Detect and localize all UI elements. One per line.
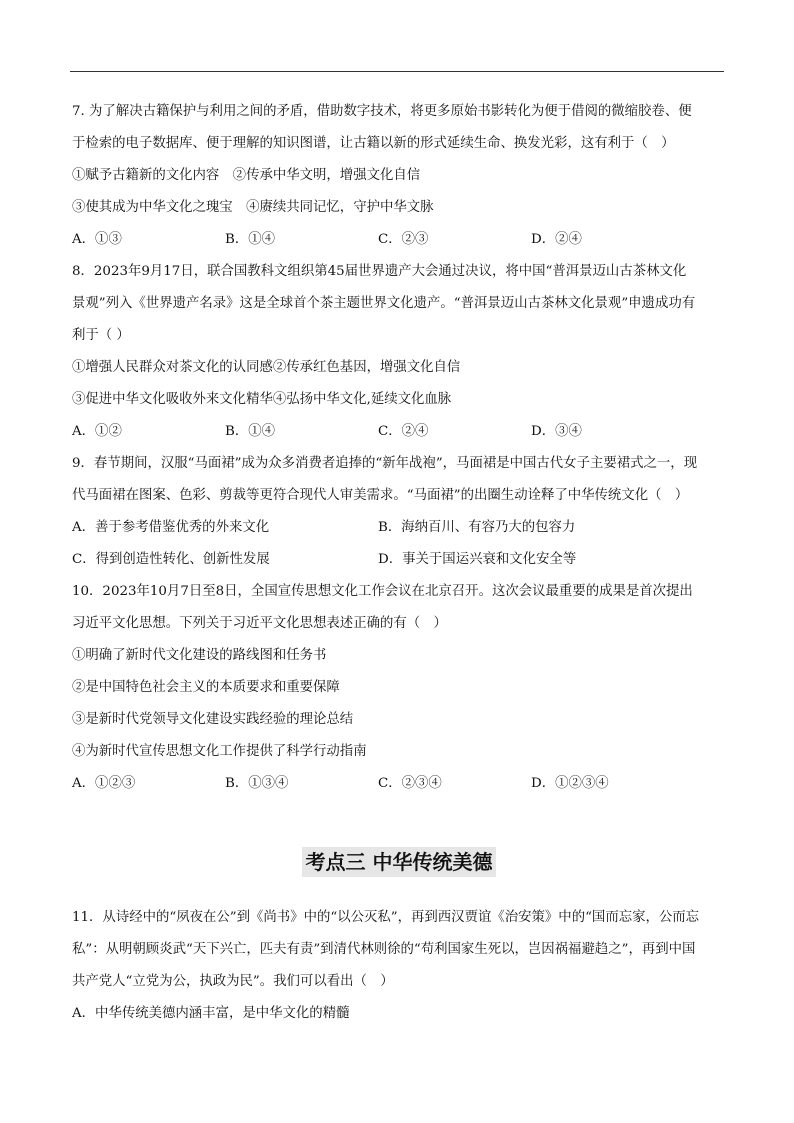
document-body (72, 96, 726, 1030)
q10-option-4: ④为新时代宣传思想文化工作提供了科学行动指南 (72, 744, 367, 759)
q11-stem-line-3: 共产党人“立党为公，执政为民”。我们可以看出（ ） (72, 974, 394, 989)
q10-choices (72, 768, 726, 800)
q9-choice-a: A．善于参考借鉴优秀的外来文化 (72, 520, 270, 535)
question-8 (72, 256, 726, 448)
q7-options-line-1: ①赋予古籍新的文化内容 ②传承中华文明，增强文化自信 (72, 168, 421, 183)
q11-choice-a: A．中华传统美德内涵丰富，是中华文化的精髓 (72, 1006, 350, 1021)
q9-stem-line-2: 代马面裙在图案、色彩、剪裁等更符合现代人审美需求。“马面裙”的出圈生动诠释了中华传统文化（ ） (72, 488, 689, 503)
question-11 (72, 902, 726, 1030)
q7-choice-c: C．②③ (378, 232, 429, 247)
q8-choices (72, 416, 726, 448)
q9-choice-c: C．得到创造性转化、创新性发展 (72, 552, 270, 567)
q8-options-line-2: ③促进中华文化吸收外来文化精华④弘扬中华文化,延续文化血脉 (72, 392, 452, 407)
q9-choice-b: B．海纳百川、有容乃大的包容力 (378, 520, 576, 535)
header-rule (70, 71, 724, 72)
q8-choice-d: D．③④ (531, 424, 582, 439)
question-9 (72, 448, 726, 576)
q7-stem-line-2: 于检索的电子数据库、便于理解的知识图谱，让古籍以新的形式延续生命、换发光彩，这有利于（ ） (72, 136, 675, 151)
question-7 (72, 96, 726, 256)
q8-stem-line-2: 景观”列入《世界遗产名录》这是全球首个茶主题世界文化遗产。“普洱景迈山古茶林文化景观”申遗成功有 (72, 296, 696, 311)
question-10 (72, 576, 726, 800)
q8-choice-a: A．①② (72, 424, 122, 439)
q8-choice-c: C．②④ (378, 424, 429, 439)
q8-stem-line-3: 利于（ ） (72, 328, 130, 343)
q10-choice-d: D．①②③④ (531, 776, 609, 791)
q10-stem-line-2: 习近平文化思想。下列关于习近平文化思想表述正确的有（ ） (72, 616, 447, 631)
q8-stem-line-1: 8．2023年9月17日，联合国教科文组织第45届世界遗产大会通过决议，将中国“普洱景迈山古茶林文化 (72, 264, 687, 279)
q10-choice-c: C．②③④ (378, 776, 442, 791)
q10-option-3: ③是新时代党领导文化建设实践经验的理论总结 (72, 712, 354, 727)
q7-choices (72, 224, 726, 256)
q7-choice-d: D．②④ (531, 232, 582, 247)
q8-choice-b: B．①④ (225, 424, 276, 439)
q9-stem-line-1: 9．春节期间，汉服“马面裙”成为众多消费者追捧的“新年战袍”，马面裙是中国古代女子主要裙式之一，现 (72, 456, 698, 471)
q10-choice-b: B．①③④ (225, 776, 289, 791)
q9-choices-row-2 (72, 544, 726, 576)
q11-stem-line-1: 11．从诗经中的“夙夜在公”到《尚书》中的“以公灭私”，再到西汉贾谊《治安策》中的“国而忘家，公而忘 (72, 910, 700, 925)
section-title: 考点三 中华传统美德 (302, 847, 497, 877)
q9-choice-d: D．事关于国运兴衰和文化安全等 (378, 552, 577, 567)
q10-choice-a: A．①②③ (72, 776, 136, 791)
q7-options-line-2: ③使其成为中华文化之瑰宝 ④赓续共同记忆，守护中华文脉 (72, 200, 434, 215)
q7-choice-b: B．①④ (225, 232, 276, 247)
section-heading (72, 846, 726, 902)
q7-stem-line-1: 7. 为了解决古籍保护与利用之间的矛盾，借助数字技术，将更多原始书影转化为便于借阅的微缩胶卷、便 (72, 104, 692, 119)
q10-option-2: ②是中国特色社会主义的本质要求和重要保障 (72, 680, 340, 695)
q7-choice-a: A．①③ (72, 232, 122, 247)
q10-option-1: ①明确了新时代文化建设的路线图和任务书 (72, 648, 327, 663)
q9-choices-row-1 (72, 512, 726, 544)
q10-stem-line-1: 10．2023年10月7日至8日，全国宣传思想文化工作会议在北京召开。这次会议最重要的成果是首次提出 (72, 584, 693, 599)
section-spacer (72, 800, 726, 846)
q11-stem-line-2: 私”：从明朝顾炎武“天下兴亡，匹夫有责”到清代林则徐的“苟利国家生死以，岂因祸福避趋之”，再到中国 (72, 942, 696, 957)
q8-options-line-1: ①增强人民群众对茶文化的认同感②传承红色基因，增强文化自信 (72, 360, 461, 375)
